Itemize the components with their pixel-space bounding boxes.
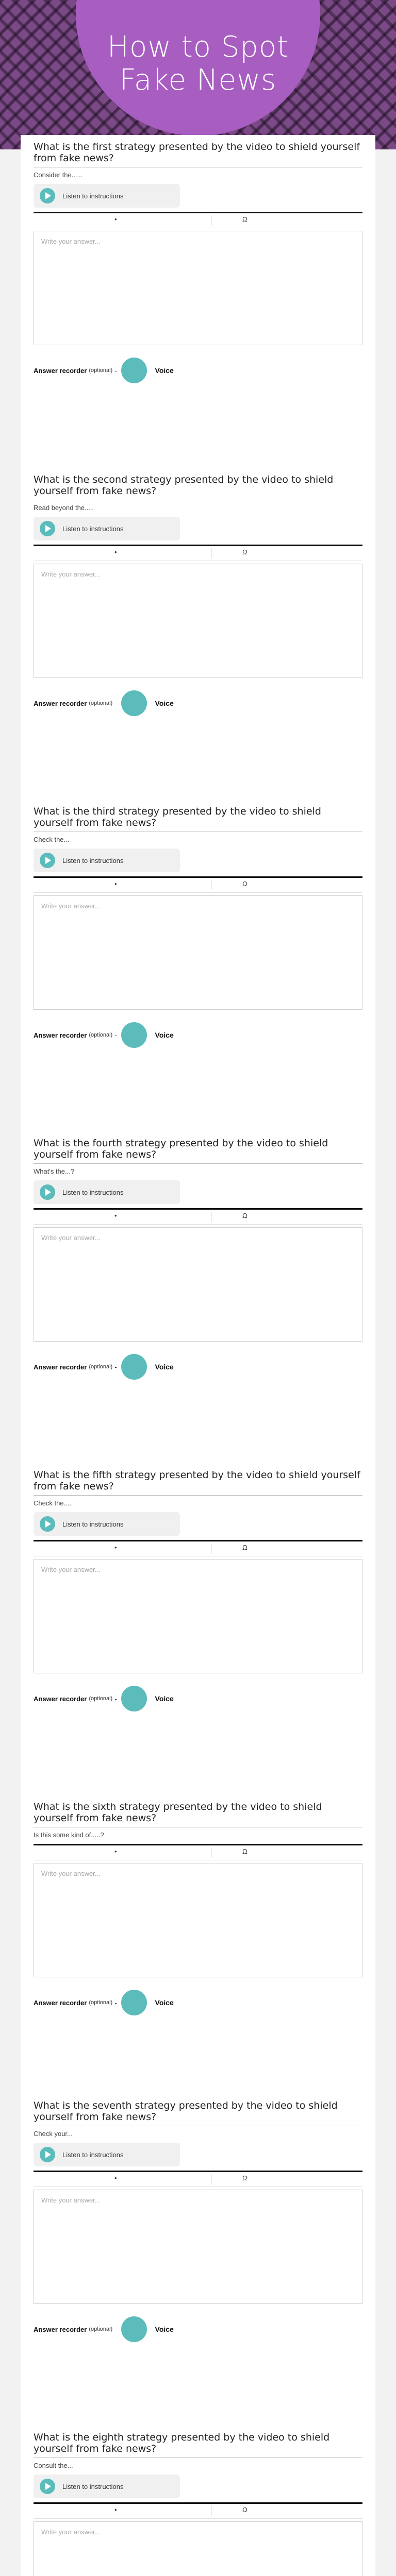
special-characters-icon[interactable]: Ω bbox=[242, 548, 248, 556]
question-2 bbox=[34, 474, 362, 716]
play-icon bbox=[40, 2479, 55, 2494]
answer-textarea[interactable]: Write your answer... bbox=[34, 1559, 362, 1673]
voice-label: Voice bbox=[155, 1998, 174, 2007]
special-characters-icon[interactable]: Ω bbox=[242, 2174, 248, 2182]
question-hint: Read beyond the..... bbox=[34, 504, 94, 512]
question-title: What is the eighth strategy presented by the video to shield yourself from fake news? bbox=[34, 2432, 330, 2454]
play-icon bbox=[40, 1184, 55, 1200]
answer-textarea[interactable]: Write your answer... bbox=[34, 895, 362, 1010]
play-icon bbox=[40, 521, 55, 536]
answer-recorder bbox=[34, 1686, 362, 1711]
voice-label: Voice bbox=[155, 1031, 174, 1039]
play-icon bbox=[40, 2147, 55, 2162]
record-voice-button[interactable] bbox=[121, 690, 147, 716]
record-voice-button[interactable] bbox=[121, 1686, 147, 1711]
answer-recorder bbox=[34, 1022, 362, 1048]
listen-instructions-button[interactable] bbox=[34, 2475, 180, 2498]
voice-label: Voice bbox=[155, 1694, 174, 1703]
listen-instructions-button[interactable] bbox=[34, 849, 180, 872]
special-characters-icon[interactable]: Ω bbox=[242, 2506, 248, 2514]
question-hint: Consult the... bbox=[34, 2462, 73, 2469]
answer-toolbar bbox=[34, 1844, 362, 1860]
question-title: What is the third strategy presented by the video to shield yourself from fake news? bbox=[34, 806, 321, 828]
question-3 bbox=[34, 806, 362, 1048]
recorder-dash: - bbox=[114, 1694, 117, 1703]
question-hint: Check the.... bbox=[34, 1499, 71, 1507]
listen-label: Listen to instructions bbox=[62, 1520, 124, 1528]
recorder-dash: - bbox=[114, 366, 117, 375]
question-title: What is the seventh strategy presented by the video to shield yourself from fake news? bbox=[34, 2100, 338, 2123]
bullet-icon[interactable]: • bbox=[114, 1848, 117, 1855]
toolbar-divider bbox=[211, 880, 212, 890]
answer-toolbar bbox=[34, 545, 362, 561]
recorder-optional: (optional) bbox=[89, 1999, 113, 2006]
recorder-optional: (optional) bbox=[89, 1364, 113, 1370]
recorder-optional: (optional) bbox=[89, 1032, 113, 1038]
listen-label: Listen to instructions bbox=[62, 192, 124, 200]
toolbar-divider bbox=[211, 1212, 212, 1222]
question-hint: Consider the...... bbox=[34, 171, 83, 179]
answer-textarea[interactable]: Write your answer... bbox=[34, 1863, 362, 1977]
answer-textarea[interactable]: Write your answer... bbox=[34, 564, 362, 678]
header-banner bbox=[0, 0, 396, 149]
worksheet-page bbox=[21, 135, 375, 2576]
record-voice-button[interactable] bbox=[121, 358, 147, 383]
special-characters-icon[interactable]: Ω bbox=[242, 215, 248, 223]
recorder-optional: (optional) bbox=[89, 367, 113, 374]
listen-label: Listen to instructions bbox=[62, 524, 124, 533]
recorder-label: Answer recorder bbox=[34, 1694, 87, 1703]
answer-toolbar bbox=[34, 1540, 362, 1556]
recorder-label: Answer recorder bbox=[34, 366, 87, 375]
bullet-icon[interactable]: • bbox=[114, 2506, 117, 2514]
title-line-2: Fake News bbox=[119, 63, 277, 97]
recorder-dash: - bbox=[114, 1363, 117, 1371]
answer-recorder bbox=[34, 690, 362, 716]
question-hint: Check your... bbox=[34, 2130, 73, 2138]
question-5 bbox=[34, 1469, 362, 1711]
bullet-icon[interactable]: • bbox=[114, 880, 117, 888]
answer-toolbar bbox=[34, 2171, 362, 2187]
listen-label: Listen to instructions bbox=[62, 1188, 124, 1196]
recorder-optional: (optional) bbox=[89, 1696, 113, 1702]
answer-toolbar bbox=[34, 876, 362, 893]
question-title: What is the first strategy presented by the video to shield yourself from fake news? bbox=[34, 141, 360, 164]
question-title: What is the fourth strategy presented by the video to shield yourself from fake news? bbox=[34, 1138, 328, 1160]
question-title: What is the fifth strategy presented by the video to shield yourself from fake news? bbox=[34, 1469, 360, 1492]
listen-label: Listen to instructions bbox=[62, 856, 124, 865]
answer-textarea[interactable]: Write your answer... bbox=[34, 2190, 362, 2304]
listen-instructions-button[interactable] bbox=[34, 517, 180, 540]
recorder-label: Answer recorder bbox=[34, 699, 87, 707]
question-hint: What's the...? bbox=[34, 1167, 75, 1175]
listen-instructions-button[interactable] bbox=[34, 1512, 180, 1536]
record-voice-button[interactable] bbox=[121, 2316, 147, 2342]
listen-label: Listen to instructions bbox=[62, 2482, 124, 2490]
recorder-dash: - bbox=[114, 2325, 117, 2333]
recorder-label: Answer recorder bbox=[34, 1363, 87, 1371]
answer-toolbar bbox=[34, 1208, 362, 1225]
toolbar-divider bbox=[211, 215, 212, 226]
toolbar-divider bbox=[211, 2506, 212, 2516]
bullet-icon[interactable]: • bbox=[114, 2174, 117, 2182]
listen-instructions-button[interactable] bbox=[34, 1180, 180, 1204]
bullet-icon[interactable]: • bbox=[114, 1544, 117, 1551]
record-voice-button[interactable] bbox=[121, 1990, 147, 2015]
special-characters-icon[interactable]: Ω bbox=[242, 880, 248, 888]
answer-recorder bbox=[34, 358, 362, 383]
question-title: What is the second strategy presented by the video to shield yourself from fake news? bbox=[34, 474, 334, 497]
worksheet-title bbox=[0, 31, 396, 97]
voice-label: Voice bbox=[155, 1363, 174, 1371]
question-title: What is the sixth strategy presented by the video to shield yourself from fake news? bbox=[34, 1801, 322, 1824]
special-characters-icon[interactable]: Ω bbox=[242, 1544, 248, 1551]
divider bbox=[34, 1495, 362, 1496]
toolbar-divider bbox=[211, 2174, 212, 2184]
voice-label: Voice bbox=[155, 699, 174, 707]
answer-recorder bbox=[34, 2316, 362, 2342]
toolbar-divider bbox=[211, 1848, 212, 1858]
answer-toolbar bbox=[34, 2502, 362, 2519]
bullet-icon[interactable]: • bbox=[114, 215, 117, 223]
listen-instructions-button[interactable] bbox=[34, 2143, 180, 2166]
play-icon bbox=[40, 853, 55, 868]
listen-instructions-button[interactable] bbox=[34, 184, 180, 208]
question-6 bbox=[34, 1801, 362, 2015]
recorder-label: Answer recorder bbox=[34, 1031, 87, 1039]
bullet-icon[interactable]: • bbox=[114, 548, 117, 556]
special-characters-icon[interactable]: Ω bbox=[242, 1212, 248, 1219]
toolbar-divider bbox=[211, 1544, 212, 1554]
answer-textarea[interactable]: Write your answer... bbox=[34, 2521, 362, 2576]
special-characters-icon[interactable]: Ω bbox=[242, 1848, 248, 1855]
toolbar-divider bbox=[211, 548, 212, 558]
voice-label: Voice bbox=[155, 2325, 174, 2333]
recorder-label: Answer recorder bbox=[34, 2325, 87, 2333]
recorder-label: Answer recorder bbox=[34, 1998, 87, 2007]
recorder-dash: - bbox=[114, 1998, 117, 2007]
question-7 bbox=[34, 2100, 362, 2342]
question-8 bbox=[34, 2432, 362, 2576]
answer-toolbar bbox=[34, 212, 362, 228]
recorder-optional: (optional) bbox=[89, 700, 113, 706]
record-voice-button[interactable] bbox=[121, 1022, 147, 1048]
play-icon bbox=[40, 188, 55, 204]
play-icon bbox=[40, 1516, 55, 1532]
question-1 bbox=[34, 141, 362, 383]
divider bbox=[34, 1163, 362, 1164]
answer-textarea[interactable]: Write your answer... bbox=[34, 1227, 362, 1342]
recorder-dash: - bbox=[114, 699, 117, 707]
question-4 bbox=[34, 1138, 362, 1380]
question-hint: Is this some kind of.....? bbox=[34, 1831, 104, 1839]
recorder-dash: - bbox=[114, 1031, 117, 1039]
voice-label: Voice bbox=[155, 366, 174, 375]
answer-textarea[interactable]: Write your answer... bbox=[34, 231, 362, 345]
answer-recorder bbox=[34, 1990, 362, 2015]
answer-recorder bbox=[34, 1354, 362, 1380]
record-voice-button[interactable] bbox=[121, 1354, 147, 1380]
title-line-1: How to Spot bbox=[107, 30, 289, 64]
bullet-icon[interactable]: • bbox=[114, 1212, 117, 1219]
recorder-optional: (optional) bbox=[89, 2326, 113, 2332]
question-hint: Check the... bbox=[34, 836, 70, 843]
listen-label: Listen to instructions bbox=[62, 2150, 124, 2159]
